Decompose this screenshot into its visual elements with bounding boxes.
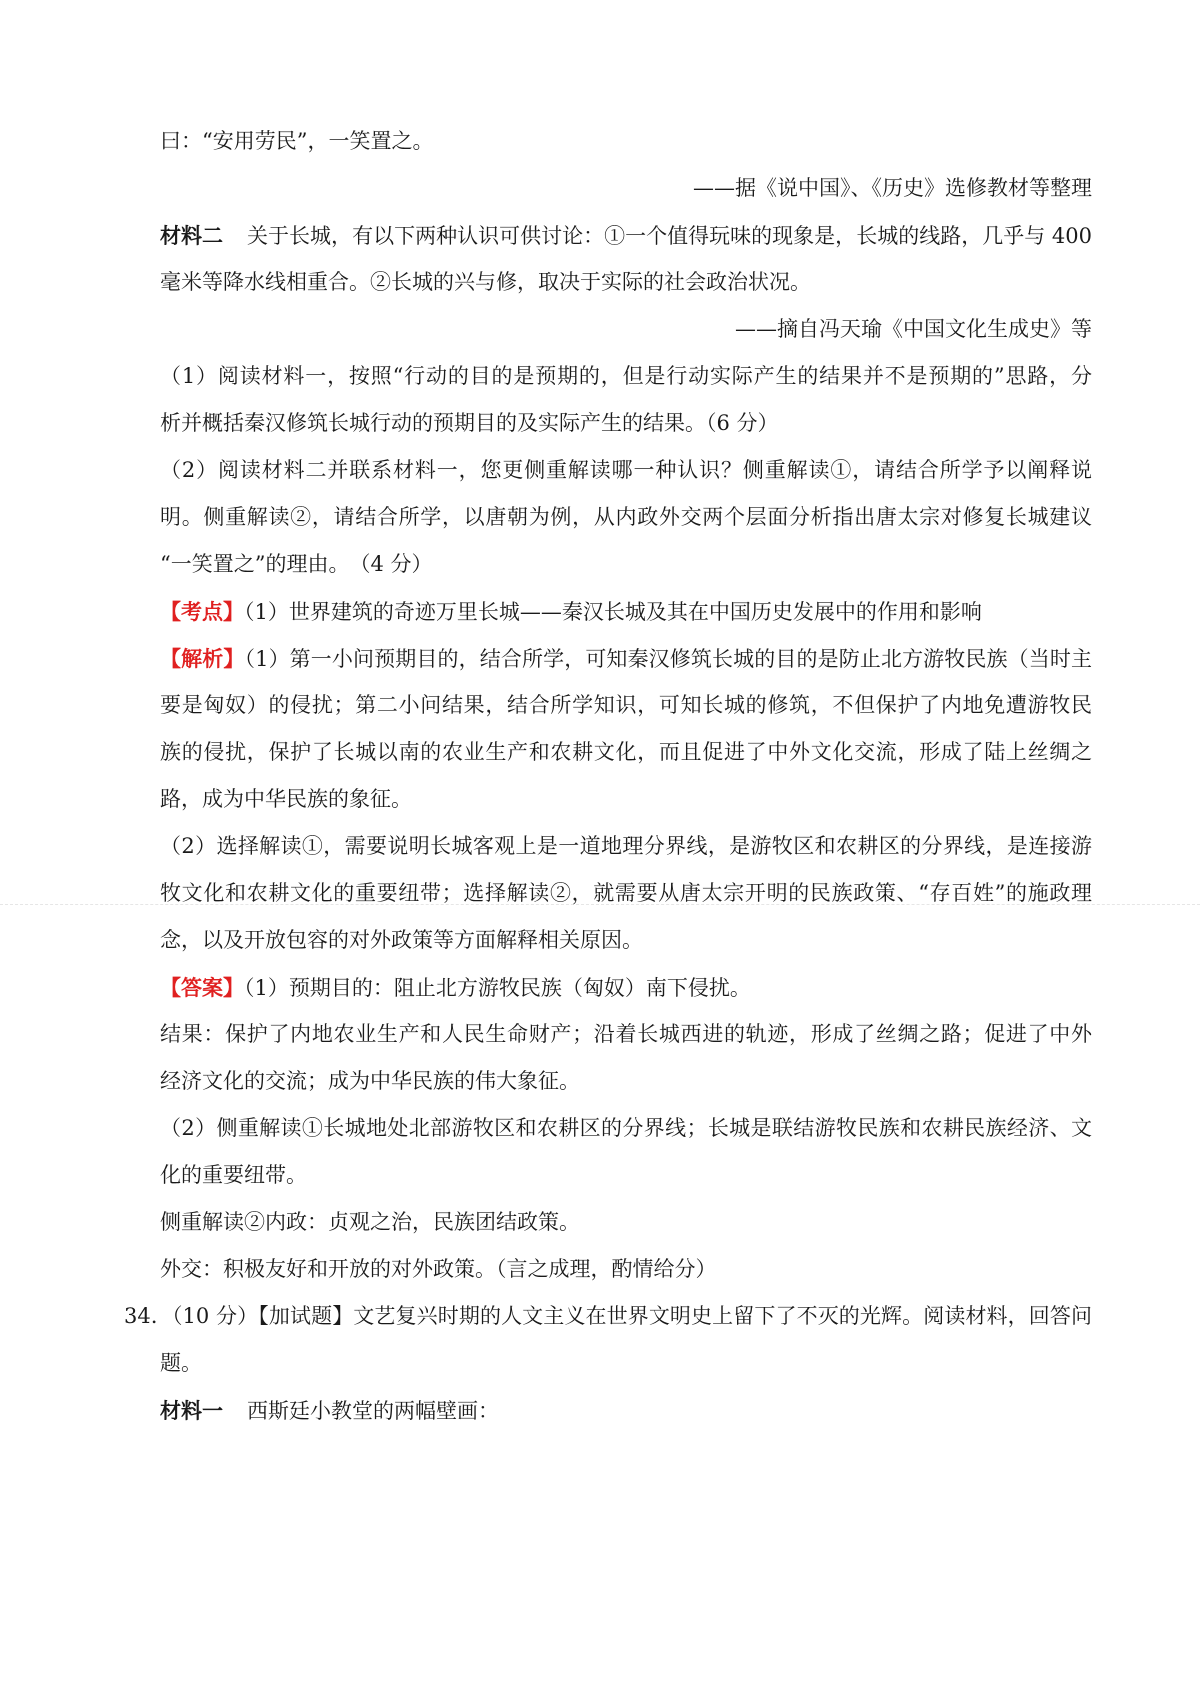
question-line: （2）阅读材料二并联系材料一，您更侧重解读哪一种认识？侧重解读①，请结合所学予以阐释说 (160, 458, 1092, 482)
analysis-line: 牧文化和农耕文化的重要纽带；选择解读②，就需要从唐太宗开明的民族政策、“存百姓”的施政理 (160, 881, 1092, 905)
analysis-line: 族的侵扰，保护了长城以南的农业生产和农耕文化，而且促进了中外文化交流，形成了陆上丝绸之 (160, 740, 1092, 764)
answer-line: 结果：保护了内地农业生产和人民生命财产；沿着长城西进的轨迹，形成了丝绸之路；促进了中外 (160, 1022, 1092, 1046)
analysis-line: 要是匈奴）的侵扰；第二小问结果，结合所学知识，可知长城的修筑，不但保护了内地免遭游牧民 (160, 693, 1092, 717)
text-line: 曰：“安用劳民”，一笑置之。 (160, 129, 434, 153)
answer-line (160, 964, 1092, 1011)
material-label: 材料二 (160, 223, 224, 248)
source-citation: ——据《说中国》、《历史》选修教材等整理 (693, 176, 1092, 200)
analysis-line: （2）选择解读①，需要说明长城客观上是一道地理分界线，是游牧区和农耕区的分界线，是连接游 (160, 834, 1092, 858)
question-34-line: 34．（10 分）【加试题】文艺复兴时期的人文主义在世界文明史上留下了不灭的光辉。阅读材料，回答问 (124, 1304, 1092, 1328)
material-text: 西斯廷小教堂的两幅壁画： (247, 1399, 499, 1423)
material-two-line (160, 212, 1092, 259)
key-point-text: （1）世界建筑的奇迹万里长城——秦汉长城及其在中国历史发展中的作用和影响 (244, 600, 982, 624)
answer-line: 外交：积极友好和开放的对外政策。（言之成理，酌情给分） (160, 1257, 717, 1281)
answer-line: 化的重要纽带。 (160, 1163, 307, 1187)
answer-line: 经济文化的交流；成为中华民族的伟大象征。 (160, 1069, 580, 1093)
question-34-line: 题。 (160, 1351, 202, 1375)
answer-tag: 【答案】 (160, 975, 244, 1000)
answer-line: 侧重解读②内政：贞观之治，民族团结政策。 (160, 1210, 580, 1234)
key-point-tag: 【考点】 (160, 599, 244, 624)
analysis-text: （1）第一小问预期目的，结合所学，可知秦汉修筑长城的目的是防止北方游牧民族（当时主 (244, 647, 1092, 671)
question-line: 明。侧重解读②，请结合所学，以唐朝为例，从内政外交两个层面分析指出唐太宗对修复长城建议 (160, 505, 1092, 529)
answer-text: （1）预期目的：阻止北方游牧民族（匈奴）南下侵扰。 (244, 976, 751, 1000)
text-line: 毫米等降水线相重合。②长城的兴与修，取决于实际的社会政治状况。 (160, 270, 811, 294)
key-point-line (160, 588, 1092, 635)
analysis-tag: 【解析】 (160, 646, 245, 671)
answer-line: （2）侧重解读①长城地处北部游牧区和农耕区的分界线；长城是联结游牧民族和农耕民族经济、文 (160, 1116, 1092, 1140)
material-text: 关于长城，有以下两种认识可供讨论：①一个值得玩味的现象是，长城的线路，几乎与 400 (247, 224, 1092, 248)
document-body (124, 118, 1092, 1434)
analysis-line: 路，成为中华民族的象征。 (160, 787, 412, 811)
source-citation: ——摘自冯天瑜《中国文化生成史》等 (735, 317, 1092, 341)
material-one-line (160, 1387, 1092, 1434)
question-line: “一笑置之”的理由。 （4 分） (160, 552, 433, 576)
question-line: （1）阅读材料一，按照“行动的目的是预期的，但是行动实际产生的结果并不是预期的”思路，分 (160, 364, 1092, 388)
material-label: 材料一 (160, 1398, 223, 1423)
question-line: 析并概括秦汉修筑长城行动的预期目的及实际产生的结果。（6 分） (160, 411, 779, 435)
analysis-line (160, 635, 1092, 682)
analysis-line: 念，以及开放包容的对外政策等方面解释相关原因。 (160, 928, 643, 952)
